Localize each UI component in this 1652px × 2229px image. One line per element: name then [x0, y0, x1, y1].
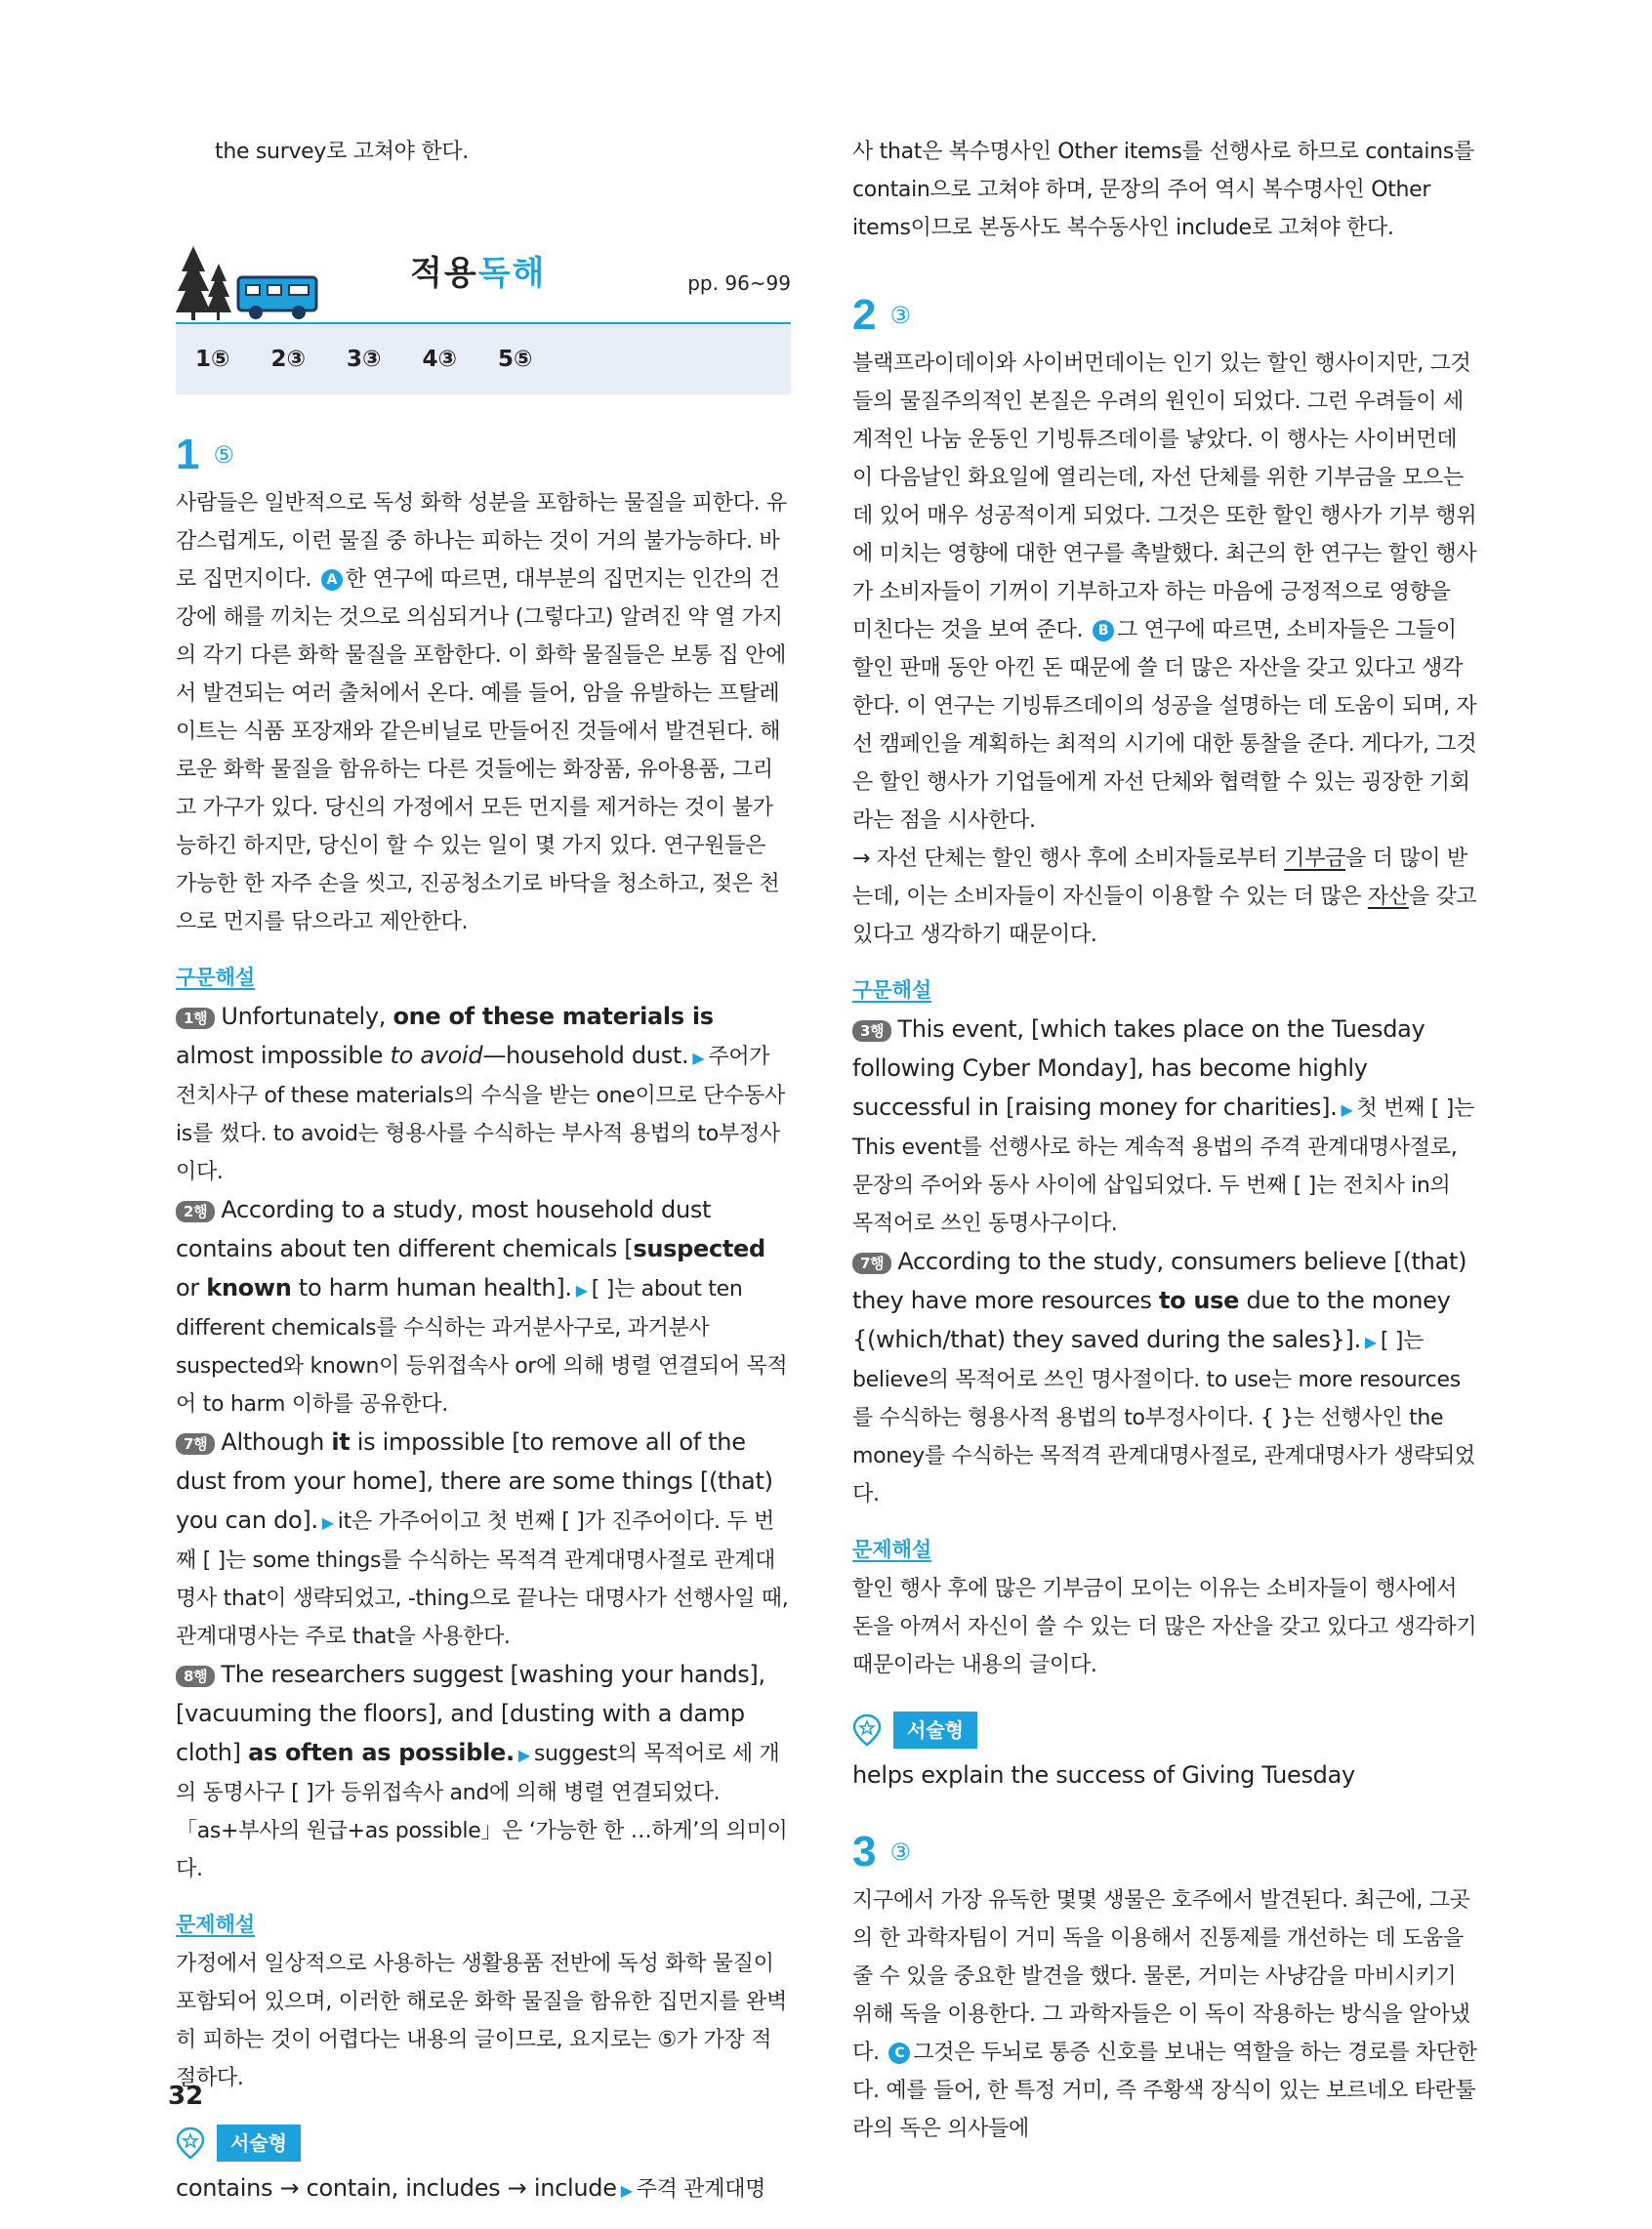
q2-problem: 할인 행사 후에 많은 기부금이 모이는 이유는 소비자들이 행사에서 돈을 아껴서 자신이 쓸 수 있는 더 많은 자산을 갖고 있다고 생각하기 때문이라는 내용의 글이다.	[852, 1577, 1477, 1677]
trees-camper-icon	[176, 242, 322, 320]
answer-4: 4③	[422, 347, 457, 372]
triangle-icon: ▶	[517, 1746, 530, 1764]
q2-grammar-2: 7행 According to the study, consumers believe [(that) they have more resources to use due to the money {(which/that) they saved during the sales}]. ▶ [ ]는 believe의 목적어로 쓰인 명사절이다. to use는 more resources를 수식하는 형용사적 용법의 to부정사이다. { }는 선행사인 the money를 수식하는 목적격 관계대명사절로, 관계대명사가 생략되었다.	[852, 1248, 1475, 1507]
q2-problem-title: 문제해설	[852, 1538, 932, 1561]
triangle-icon: ▶	[321, 1513, 334, 1532]
q1-grammar-3: 7행 Although it is impossible [to remove all of the dust from your home], there are some things [(that) you can do]. ▶ it은 가주어이고 첫 번째 [ ]가 진주어이다. 두 번째 [ ]는 some things를 수식하는 목적격 관계대명사절로 관계대명사 that이 생략되었고, -thing으로 끝나는 대명사가 선행사일 때, 관계대명사는 주로 that을 사용한다.	[176, 1428, 789, 1649]
marker-a-icon: A	[321, 569, 343, 591]
marker-b-icon: B	[1093, 620, 1114, 641]
q1-essay: contains → contain, includes → include ▶ 주격 관계대명	[176, 2174, 766, 2202]
q1-problem: 가정에서 일상적으로 사용하는 생활용품 전반에 독성 화학 물질이 포함되어 있으며, 이러한 해로운 화학 물질을 함유한 집먼지를 완벽히 피하는 것이 어렵다는 내용의 글이므로, 요지로는 ⑤가 가장 적절하다.	[176, 1952, 787, 2090]
left-column	[176, 426, 791, 2209]
page-number: 32	[168, 2082, 204, 2111]
triangle-icon: ▶	[575, 1281, 588, 1300]
q1-grammar-2: 2행 According to a study, most household dust contains about ten different chemicals [suspected or known to harm human health]. ▶ [ ]는 about ten different chemicals를 수식하는 과거분사구로, 과거분사 suspected와 known이 등위접속사 or에 의해 병렬 연결되어 목적어 to harm 이하를 공유한다.	[176, 1196, 788, 1417]
q3-choice: ③	[889, 1838, 911, 1866]
header-title: 적용독해	[410, 254, 547, 293]
q2-choice: ③	[889, 302, 911, 329]
q2-heading	[852, 286, 1477, 345]
intro-text: the survey로 고쳐야 한다.	[215, 140, 469, 164]
answer-1: 1⑤	[195, 347, 230, 372]
header-pages: pp. 96~99	[687, 271, 791, 295]
triangle-icon: ▶	[692, 1049, 705, 1067]
q2-essay: helps explain the success of Giving Tuesday	[852, 1761, 1355, 1789]
q1-heading	[176, 426, 791, 484]
q3-translation: 지구에서 가장 유독한 몇몇 생물은 호주에서 발견된다. 최근에, 그곳의 한 과학자팀이 거미 독을 이용해서 진통제를 개선하는 데 도움을 줄 수 있을 중요한 발견을 했다. 물론, 거미는 사냥감을 마비시키기 위해 독을 이용한다. 그 과학자들은 이 독이 작용하는 방식을 알아냈다. C 그것은 두뇌로 통증 신호를 보내는 역할을 하는 경로를 차단한다. 예를 들어, 한 특정 거미, 즉 주황색 장식이 있는 보르네오 타란툴라의 독은 의사들에	[852, 1888, 1477, 2141]
q2-number: 2	[852, 291, 877, 339]
answer-2: 2③	[270, 347, 306, 372]
q2-grammar-title: 구문해설	[852, 978, 932, 1002]
right-column	[852, 133, 1477, 2148]
map-pin-icon	[852, 1713, 882, 1747]
triangle-icon: ▶	[1364, 1333, 1377, 1351]
q1-grammar-title: 구문해설	[176, 966, 256, 989]
q2-summary: → 자선 단체는 할인 행사 후에 소비자들로부터 기부금을 더 많이 받는데, 이는 소비자들이 자신들이 이용할 수 있는 더 많은 자산을 갖고 있다고 생각하기 때문이다.	[852, 846, 1477, 947]
q1-grammar-4: 8행 The researchers suggest [washing your hands], [vacuuming the floors], and [dusting with a damp cloth] as often as possible. ▶ suggest의 목적어로 세 개의 동명사구 [ ]가 등위접속사 and에 의해 병렬 연결되었다. 「as+부사의 원급+as possible」은 ‘가능한 한 …하게’의 의미이다.	[176, 1661, 788, 1881]
map-pin-icon	[176, 2126, 205, 2160]
q2-essay-label: 서술형	[852, 1712, 1477, 1749]
q1-continuation: 사 that은 복수명사인 Other items를 선행사로 하므로 contains를 contain으로 고쳐야 하며, 문장의 주어 역시 복수명사인 Other items이므로 본동사도 복수동사인 include로 고쳐야 한다.	[852, 140, 1474, 240]
marker-c-icon: C	[888, 2043, 910, 2064]
q3-number: 3	[852, 1828, 877, 1876]
answer-5: 5⑤	[497, 347, 533, 372]
answer-3: 3③	[346, 347, 382, 372]
triangle-icon: ▶	[620, 2181, 633, 2200]
q3-heading	[852, 1823, 1477, 1881]
q2-translation: 블랙프라이데이와 사이버먼데이는 인기 있는 할인 행사이지만, 그것들의 물질주의적인 본질은 우려의 원인이 되었다. 그런 우려들이 세계적인 나눔 운동인 기빙튜즈데이를 낳았다. 이 행사는 사이버먼데이 다음날인 화요일에 열리는데, 자선 단체를 위한 기부금을 모으는 데 있어 매우 성공적이게 되었다. 그것은 또한 할인 행사가 기부 행위에 미치는 영향에 대한 연구를 촉발했다. 최근의 한 연구는 할인 행사가 소비자들이 기꺼이 기부하고자 하는 마음에 긍정적으로 영향을 미친다는 것을 보여 준다. B 그 연구에 따르면, 소비자들은 그들이 할인 판매 동안 아낀 돈 때문에 쓸 더 많은 자산을 갖고 있다고 생각한다. 이 연구는 기빙튜즈데이의 성공을 설명하는 데 도움이 되며, 자선 캠페인을 계획하는 최적의 시기에 대한 통찰을 준다. 게다가, 그것은 할인 행사가 기업들에게 자선 단체와 협력할 수 있는 굉장한 기회라는 점을 시사한다.	[852, 351, 1477, 833]
q2-grammar-1: 3행 This event, [which takes place on the Tuesday following Cyber Monday], has become highly successful in [raising money for charities]. ▶ 첫 번째 [ ]는 This event를 선행사로 하는 계속적 용법의 주격 관계대명사절로, 문장의 주어와 동사 사이에 삽입되었다. 두 번째 [ ]는 전치사 in의 목적어로 쓰인 동명사구이다.	[852, 1015, 1474, 1236]
q1-translation: 사람들은 일반적으로 독성 화학 성분을 포함하는 물질을 피한다. 유감스럽게도, 이런 물질 중 하나는 피하는 것이 거의 불가능하다. 바로 집먼지이다. A 한 연구에 따르면, 대부분의 집먼지는 인간의 건강에 해를 끼치는 것으로 의심되거나 (그렇다고) 알려진 약 열 가지의 각기 다른 화학 물질을 포함한다. 이 화학 물질들은 보통 집 안에서 발견되는 여러 출처에서 온다. 예를 들어, 암을 유발하는 프탈레이트는 식품 포장재와 같은비닐로 만들어진 것들에서 발견된다. 해로운 화학 물질을 함유하는 다른 것들에는 화장품, 유아용품, 그리고 가구가 있다. 당신의 가정에서 모든 먼지를 제거하는 것이 불가능하긴 하지만, 당신이 할 수 있는 일이 몇 가지 있다. 연구원들은 가능한 한 자주 손을 씻고, 진공청소기로 바닥을 청소하고, 젖은 천으로 먼지를 닦으라고 제안한다.	[176, 491, 787, 934]
q1-problem-title: 문제해설	[176, 1913, 256, 1936]
q1-number: 1	[176, 431, 200, 478]
q1-grammar-1: 1행 Unfortunately, one of these materials is almost impossible to avoid—household dust. ▶ 주어가 전치사구 of these materials의 수식을 받는 one이므로 단수동사 is를 썼다. to avoid는 형용사를 수식하는 부사적 용법의 to부정사이다.	[176, 1003, 785, 1184]
q1-choice: ⑤	[213, 441, 234, 469]
q1-essay-label: 서술형	[176, 2125, 791, 2162]
section-header	[176, 232, 791, 325]
triangle-icon: ▶	[1341, 1100, 1353, 1119]
answer-key	[176, 324, 791, 394]
